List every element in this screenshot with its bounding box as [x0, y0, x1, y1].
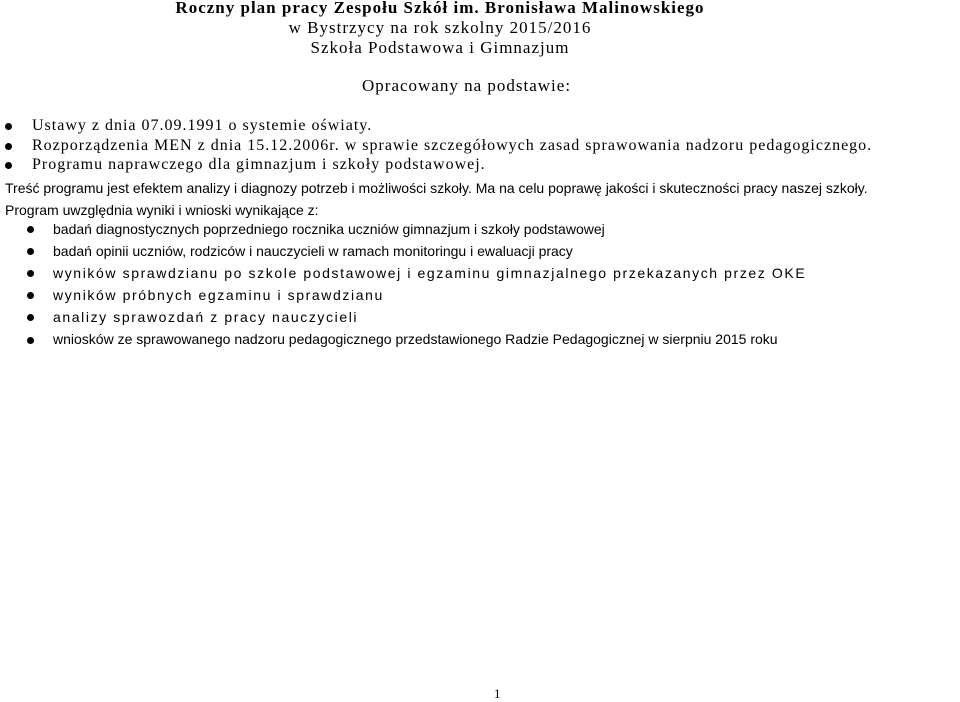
- bullet-icon: [27, 248, 34, 255]
- bullet-icon: [27, 314, 34, 321]
- list-item-text: wniosków ze sprawowanego nadzoru pedagogicznego przedstawionego Radzie Pedagogicznej w sierpniu 2015 roku: [53, 331, 778, 347]
- list-item-text: Ustawy z dnia 07.09.1991 o systemie oświaty.: [32, 117, 373, 134]
- list-item-text: wyników sprawdzianu po szkole podstawowej i egzaminu gimnazjalnego przekazanych przez OKE: [53, 265, 807, 281]
- page-number: 1: [494, 686, 501, 701]
- title-line-2: w Bystrzycy na rok szkolny 2015/2016: [288, 18, 592, 37]
- list-item-text: analizy sprawozdań z pracy nauczycieli: [53, 309, 359, 325]
- list-item-text: badań opinii uczniów, rodziców i nauczycieli w ramach monitoringu i ewaluacji pracy: [53, 243, 573, 259]
- bullet-icon: [27, 226, 34, 233]
- title-line-3: Szkoła Podstawowa i Gimnazjum: [310, 38, 570, 57]
- paragraph-program-content: Treść programu jest efektem analizy i diagnozy potrzeb i możliwości szkoły. Ma na celu poprawę jakości i skuteczności pracy naszej szkoły.: [5, 180, 868, 196]
- bullet-icon: [5, 162, 12, 169]
- bullet-icon: [27, 270, 34, 277]
- list-item-text: wyników próbnych egzaminu i sprawdzianu: [53, 287, 384, 303]
- bullet-icon: [5, 123, 12, 130]
- bullet-icon: [27, 292, 34, 299]
- list-item-text: Programu naprawczego dla gimnazjum i szkoły podstawowej.: [32, 156, 486, 173]
- bullet-icon: [27, 337, 34, 344]
- bullet-icon: [5, 143, 12, 150]
- paragraph-program-sources: Program uwzględnia wyniki i wnioski wynikające z:: [5, 202, 319, 218]
- title-line-1: Roczny plan pracy Zespołu Szkół im. Bronisława Malinowskiego: [175, 0, 705, 17]
- list-item-text: Rozporządzenia MEN z dnia 15.12.2006r. w sprawie szczegółowych zasad sprawowania nadzoru pedagogicznego.: [32, 137, 873, 154]
- based-on-label: Opracowany na podstawie:: [362, 76, 572, 95]
- list-item-text: badań diagnostycznych poprzedniego rocznika uczniów gimnazjum i szkoły podstawowej: [53, 221, 605, 237]
